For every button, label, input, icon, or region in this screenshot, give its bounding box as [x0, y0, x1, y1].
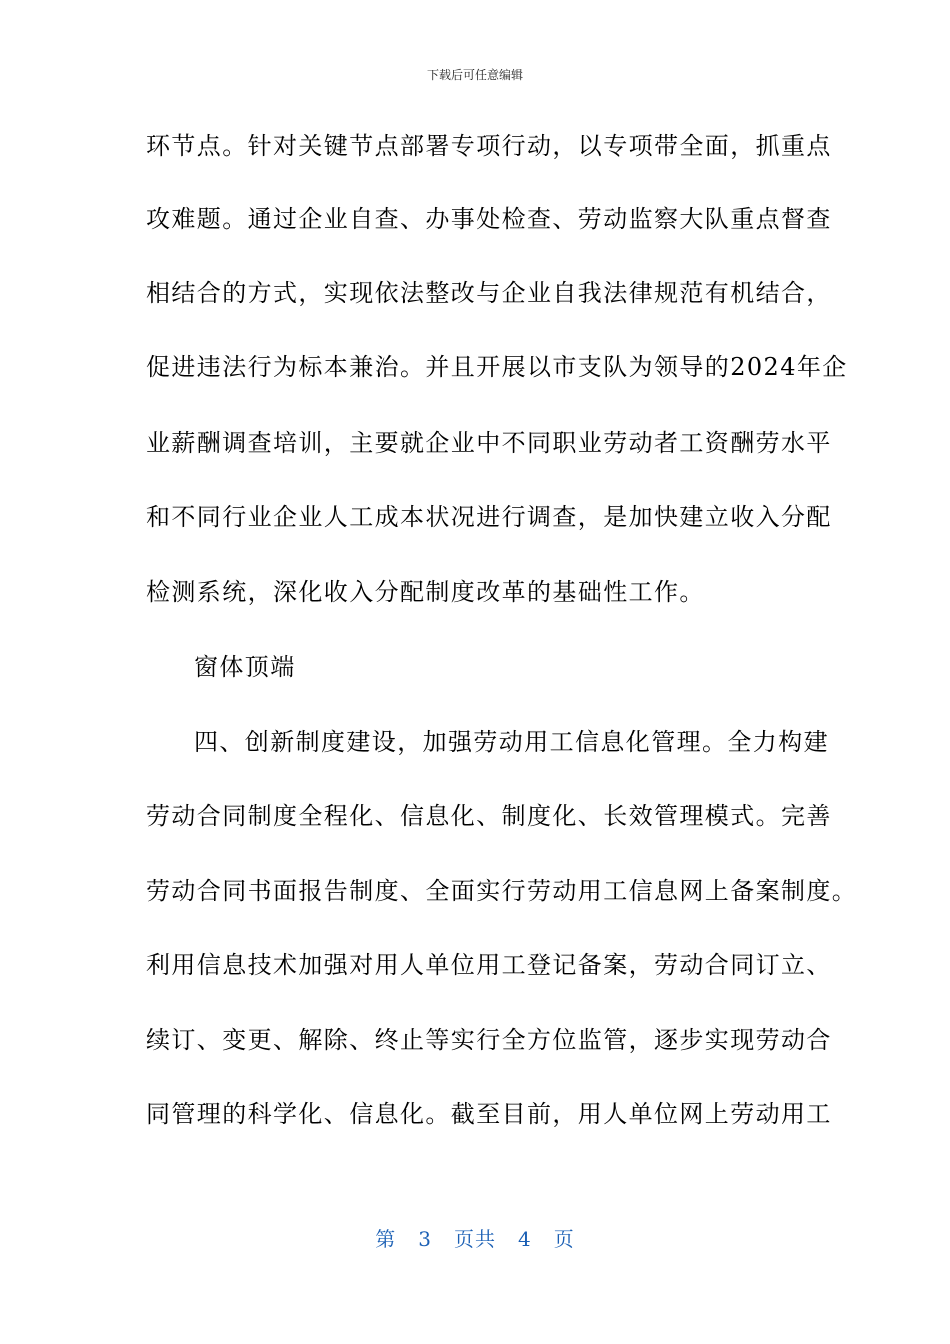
current-page-number: 3 — [418, 1227, 432, 1251]
footer-middle: 页共 — [454, 1227, 496, 1251]
body-line: 攻难题。通过企业自查、办事处检查、劳动监察大队重点督查 — [146, 205, 832, 233]
body-line: 同管理的科学化、信息化。截至目前，用人单位网上劳动用工 — [146, 1100, 832, 1128]
page-number-footer — [0, 1226, 950, 1252]
section-marker-text: 窗体顶端 — [194, 653, 296, 681]
body-line: 利用信息技术加强对用人单位用工登记备案，劳动合同订立、 — [146, 951, 832, 979]
body-line: 续订、变更、解除、终止等实行全方位监管，逐步实现劳动合 — [146, 1026, 832, 1054]
footer-suffix: 页 — [553, 1227, 575, 1251]
body-line: 相结合的方式，实现依法整改与企业自我法律规范有机结合， — [146, 279, 832, 307]
total-page-count: 4 — [518, 1227, 532, 1251]
body-line: 劳动合同制度全程化、信息化、制度化、长效管理模式。完善 — [146, 802, 832, 830]
body-line: 和不同行业企业人工成本状况进行调查，是加快建立收入分配 — [146, 503, 832, 531]
page-header-note: 下载后可任意编辑 — [426, 68, 523, 82]
body-line: 劳动合同书面报告制度、全面实行劳动用工信息网上备案制度。 — [146, 877, 858, 905]
body-line: 环节点。针对关键节点部署专项行动，以专项带全面，抓重点 — [146, 132, 832, 160]
body-line: 检测系统，深化收入分配制度改革的基础性工作。 — [146, 578, 705, 606]
body-line: 促进违法行为标本兼治。并且开展以市支队为领导的2024年企 — [146, 353, 848, 381]
section-heading-line: 四、创新制度建设，加强劳动用工信息化管理。全力构建 — [194, 728, 829, 756]
body-line: 业薪酬调查培训，主要就企业中不同职业劳动者工资酬劳水平 — [146, 429, 832, 457]
footer-prefix: 第 — [375, 1227, 397, 1251]
